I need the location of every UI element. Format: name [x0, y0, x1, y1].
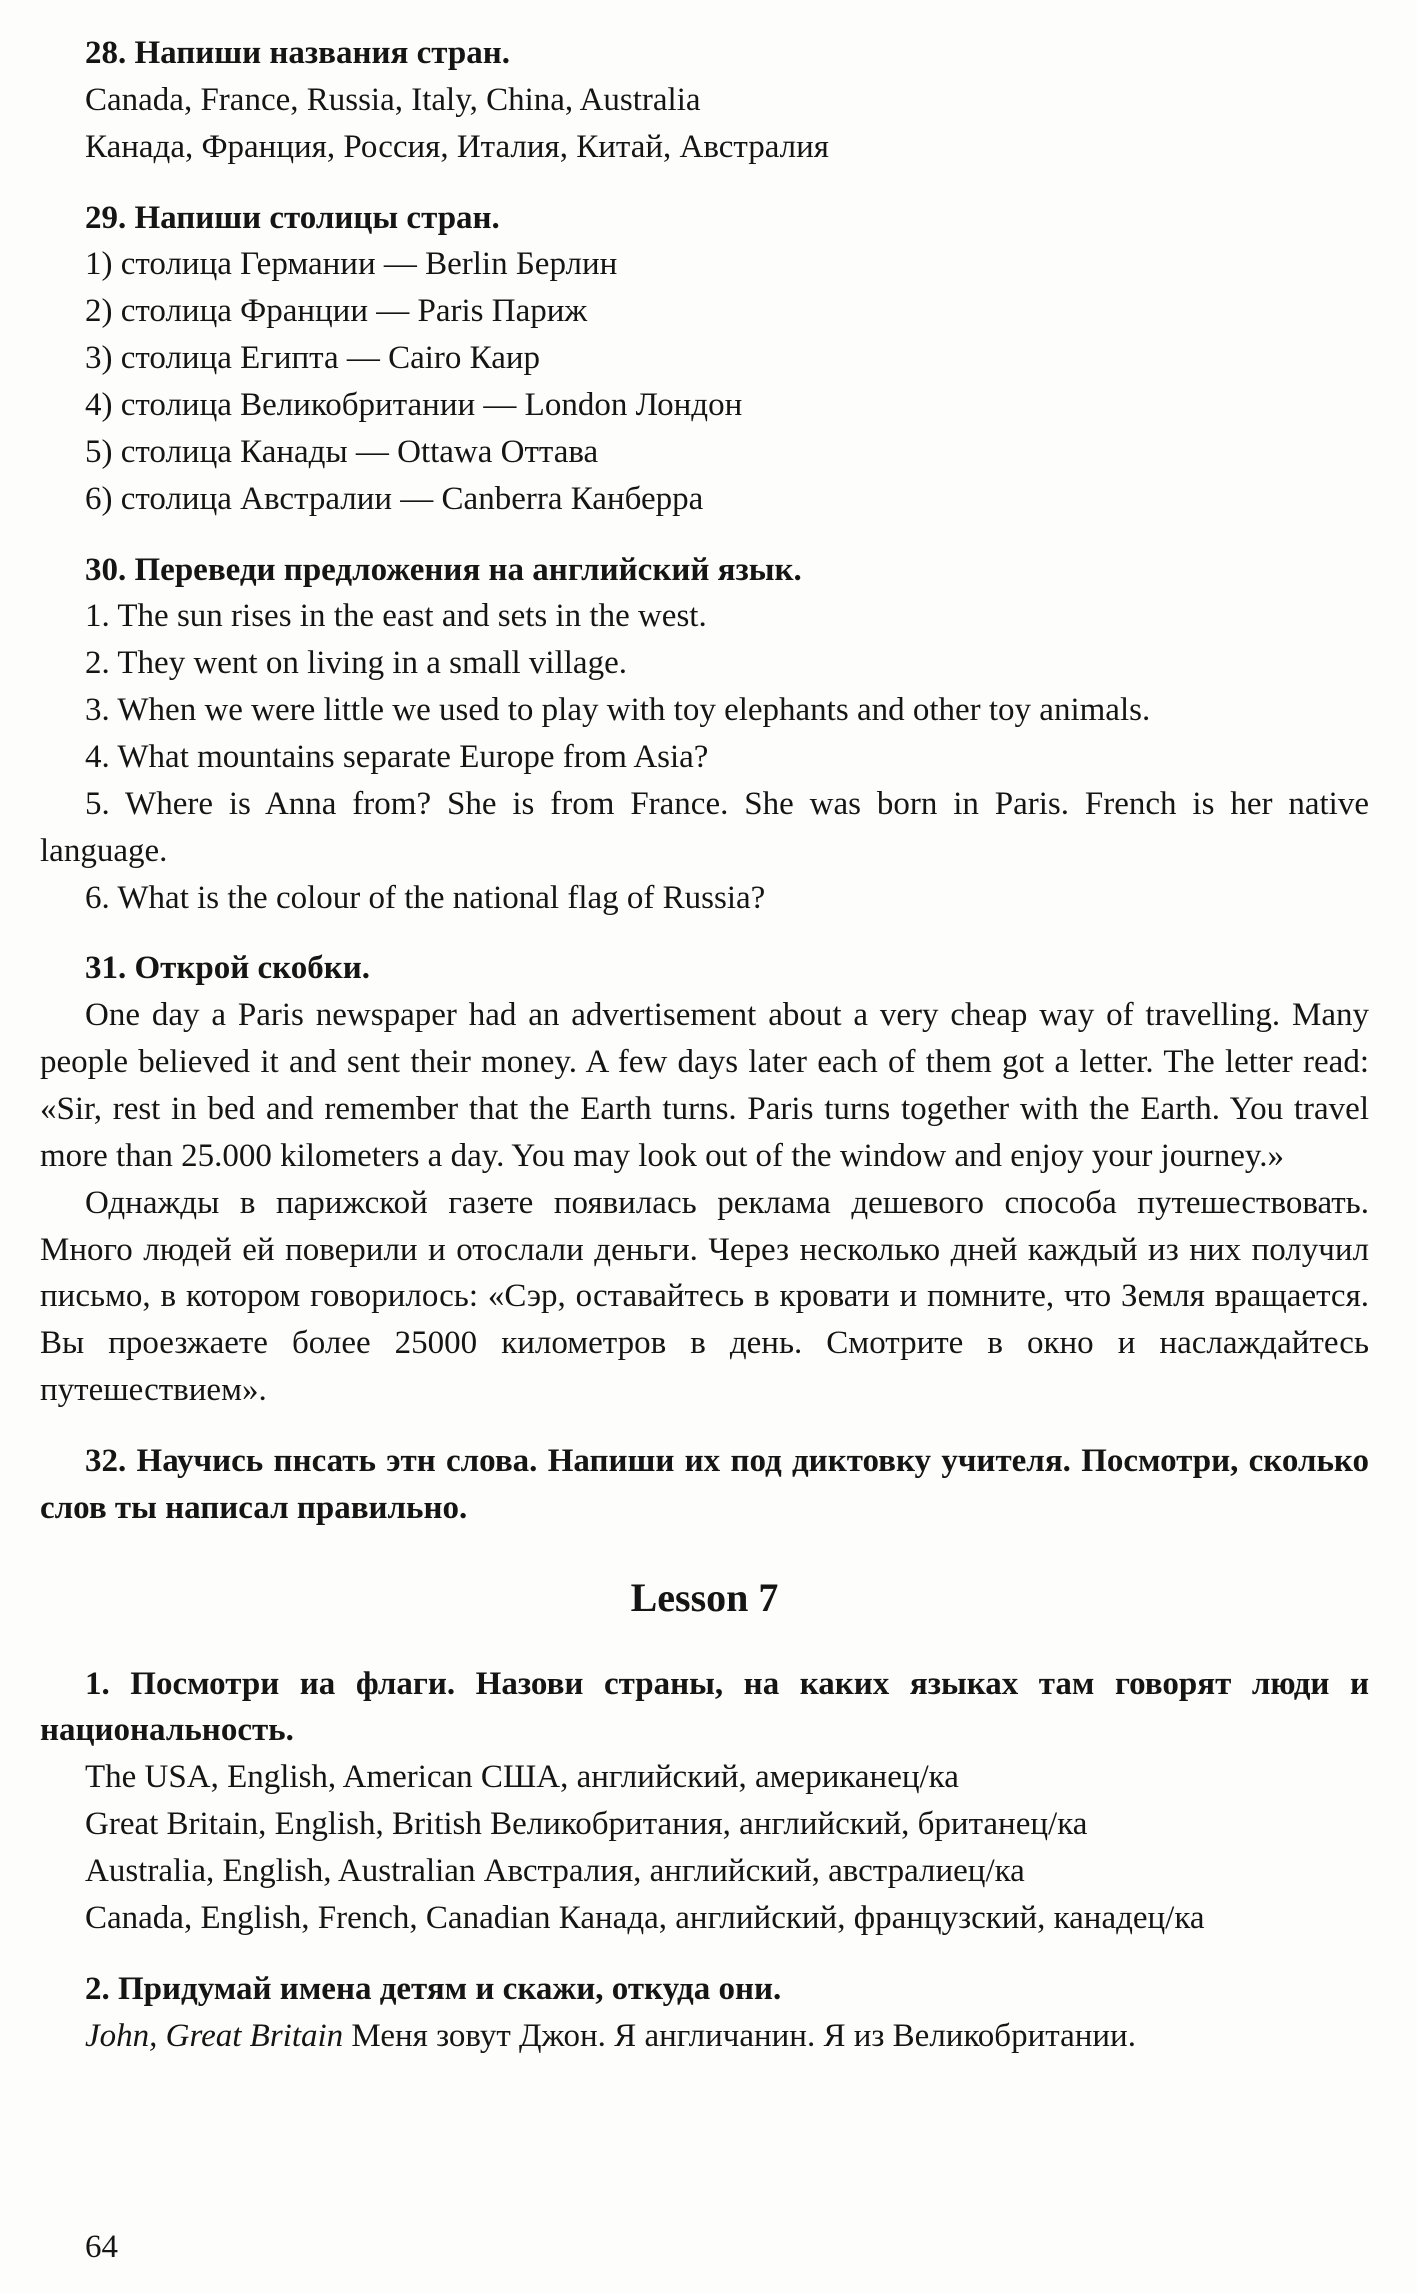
exercise-31-english-paragraph: One day a Paris newspaper had an advertisement about a very cheap way of travelling. Many people believed it and sent their money. A few days later each of them got a letter. The letter read: «Sir, rest in bed and remember that the Earth turns. Paris turns together with the Earth. You travel more than 25.000 kilometers a day. You may look out of the window and enjoy your journey.»: [40, 997, 1369, 1174]
lesson-7-exercise-1: [40, 1661, 1369, 1942]
sentence-item: 2. They went on living in a small village.: [85, 645, 627, 682]
page-number: 64: [85, 2229, 118, 2266]
exercise-28-russian-line: Канада, Франция, Россия, Италия, Китай, Австралия: [85, 128, 829, 165]
lesson-7-title: Lesson 7: [630, 1574, 779, 1620]
capital-item: 5) столица Канады — Ottawa Оттава: [85, 433, 599, 470]
capital-item: 4) столица Великобритании — London Лондон: [85, 387, 743, 424]
lesson-7-exercise-2-heading: 2. Придумай имена детям и скажи, откуда они.: [85, 1970, 782, 2007]
exercise-28: [40, 30, 1369, 171]
capital-item: 2) столица Франции — Paris Париж: [85, 293, 588, 330]
sentence-item: 6. What is the colour of the national flag of Russia?: [85, 879, 766, 916]
example-line: [40, 2013, 1369, 2060]
sentence-item: 1. The sun rises in the east and sets in the west.: [85, 598, 707, 635]
country-row: Australia, English, Australian Австралия, английский, австралиец/ка: [85, 1853, 1025, 1890]
example-names: John, Great Britain: [85, 2017, 344, 2054]
lesson-7-exercise-1-heading: 1. Посмотри иа флаги. Назови страны, на каких языках там говорят люди и национальность.: [40, 1665, 1369, 1749]
country-row: Canada, English, French, Canadian Канада, английский, французский, канадец/ка: [85, 1899, 1205, 1936]
exercise-31-heading: 31. Открой скобки.: [85, 950, 371, 987]
exercise-32-heading: 32. Научись пнсать этн слова. Напиши их под диктовку учителя. Посмотри, сколько слов ты написал правильно.: [40, 1443, 1369, 1526]
capital-item: 1) столица Германии — Berlin Берлин: [85, 246, 618, 283]
exercise-31-russian-paragraph: Однажды в парижской газете появилась реклама дешевого способа путешествовать. Много людей ей поверили и отослали деньги. Через несколько дней каждый из них получил письмо, в котором говорилось: «Сэр, оставайтесь в кровати и помните, что Земля вращается. Вы проезжаете более 25000 километров в день. Смотрите в окно и наслаждайтесь путешествием».: [40, 1184, 1369, 1409]
capital-item: 3) столица Египта — Cairo Каир: [85, 340, 541, 377]
exercise-29-heading: 29. Напиши столицы стран.: [85, 199, 500, 236]
sentence-item: 4. What mountains separate Europe from Asia?: [85, 739, 709, 776]
exercise-28-english-line: Canada, France, Russia, Italy, China, Australia: [85, 81, 701, 118]
lesson-7-exercise-2: [40, 1966, 1369, 2060]
exercise-30: [40, 547, 1369, 922]
exercise-32: [40, 1438, 1369, 1532]
country-row: The USA, English, American США, английский, американец/ка: [85, 1759, 959, 1796]
sentence-item: 3. When we were little we used to play with toy elephants and other toy animals.: [85, 692, 1151, 729]
exercise-31: [40, 945, 1369, 1414]
country-row: Great Britain, English, British Великобритания, английский, британец/ка: [85, 1806, 1088, 1843]
capital-item: 6) столица Австралии — Canberra Канберра: [85, 480, 704, 517]
example-text: Меня зовут Джон. Я англичанин. Я из Великобритании.: [351, 2017, 1136, 2054]
sentence-item: 5. Where is Anna from? She is from France. She was born in Paris. French is her native language.: [40, 785, 1369, 869]
exercise-30-heading: 30. Переведи предложения на английский язык.: [85, 551, 802, 588]
exercise-29: [40, 195, 1369, 523]
exercise-28-heading: 28. Напиши названия стран.: [85, 35, 510, 71]
